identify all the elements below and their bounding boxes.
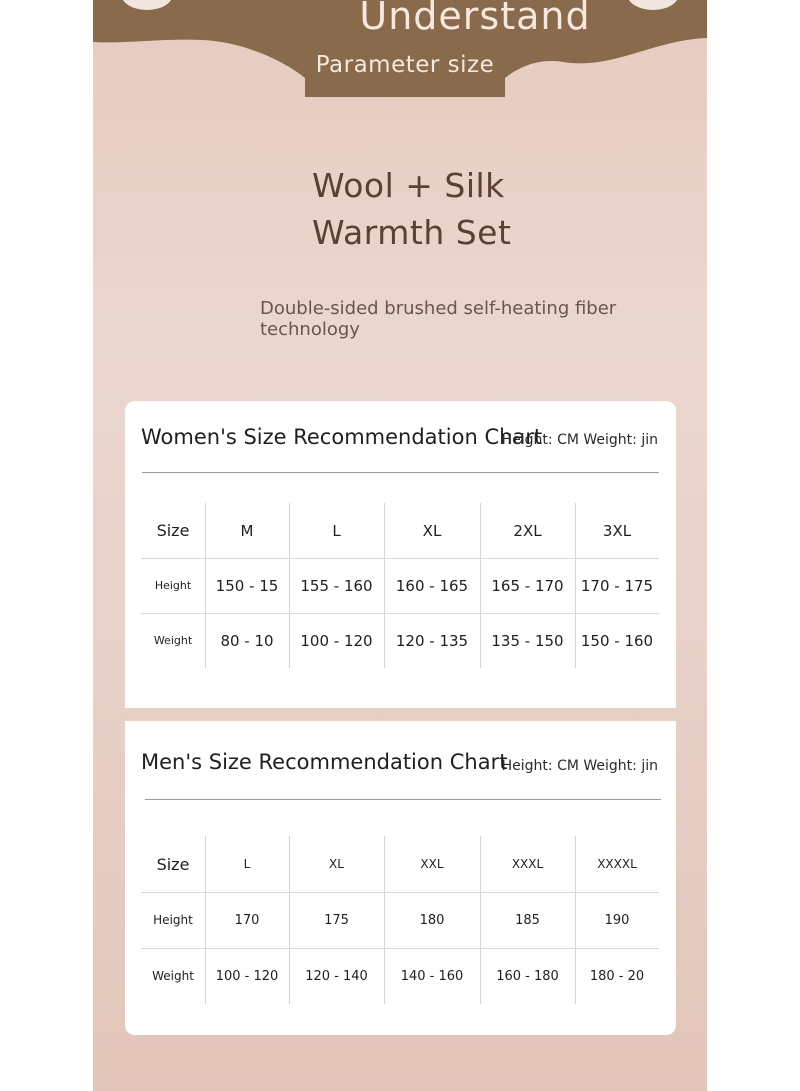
product-subtitle: Double-sided brushed self-heating fiber technology — [260, 298, 617, 340]
women-header-size-cell: 2XL — [513, 521, 542, 540]
men-value-cell: 190 — [604, 912, 630, 928]
women-value-cell: 150 - 160 — [580, 631, 654, 650]
men-row-label: Height — [153, 913, 193, 927]
men-value-cell: 185 — [515, 912, 540, 928]
women-header-size-label: Size — [156, 521, 190, 540]
men-header-size-label: Size — [156, 854, 190, 874]
product-panel — [93, 0, 707, 1091]
women-chart-title: Women's Size Recommendation Chart — [141, 425, 543, 449]
men-header-size-cell: XXL — [420, 857, 444, 871]
women-value-cell: 80 - 10 — [220, 631, 274, 650]
men-chart-units: Height: CM Weight: jin — [501, 758, 658, 774]
men-value-cell: 180 - 20 — [589, 968, 645, 984]
men-header-size-cell: L — [243, 857, 251, 871]
women-size-card — [125, 401, 676, 708]
men-value-cell: 100 - 120 — [215, 968, 279, 984]
men-value-cell: 175 — [324, 912, 349, 928]
women-size-table — [141, 503, 659, 668]
men-value-cell: 140 - 160 — [400, 968, 464, 984]
men-value-cell: 120 - 140 — [305, 968, 368, 984]
product-title-line1: Wool + Silk — [312, 166, 505, 205]
men-header-size-cell: XXXL — [511, 857, 544, 871]
women-value-cell: 100 - 120 — [300, 631, 373, 650]
product-title — [312, 162, 511, 256]
women-value-cell: 135 - 150 — [491, 631, 564, 650]
women-header-size-cell: 3XL — [602, 521, 632, 540]
women-header-size-cell: XL — [422, 521, 442, 540]
men-header-size-cell: XL — [329, 857, 344, 871]
women-value-cell: 155 - 160 — [300, 576, 373, 595]
banner-title: Understand — [359, 0, 591, 38]
women-value-cell: 120 - 135 — [395, 631, 469, 650]
women-header-size-cell: L — [332, 521, 341, 540]
men-row-label: Weight — [152, 969, 194, 983]
banner-subtitle: Parameter size — [315, 52, 495, 78]
women-row-label: Weight — [153, 634, 193, 647]
men-size-card — [125, 721, 676, 1035]
women-chart-units: Height: CM Weight: jin — [501, 432, 658, 448]
men-header-size-cell: XXXXL — [597, 857, 637, 871]
women-value-cell: 150 - 15 — [215, 576, 279, 595]
women-row-label: Height — [154, 579, 192, 592]
product-title-line2: Warmth Set — [312, 213, 512, 252]
men-chart-divider — [145, 799, 661, 800]
men-value-cell: 180 — [419, 912, 445, 928]
men-value-cell: 170 — [234, 912, 260, 928]
women-value-cell: 165 - 170 — [491, 576, 564, 595]
women-value-cell: 160 - 165 — [395, 576, 469, 595]
women-chart-divider — [142, 472, 659, 473]
men-chart-title: Men's Size Recommendation Chart — [141, 750, 508, 774]
women-value-cell: 170 - 175 — [580, 576, 654, 595]
men-size-table — [141, 836, 659, 1004]
women-header-size-cell: M — [240, 521, 254, 540]
men-value-cell: 160 - 180 — [496, 968, 559, 984]
